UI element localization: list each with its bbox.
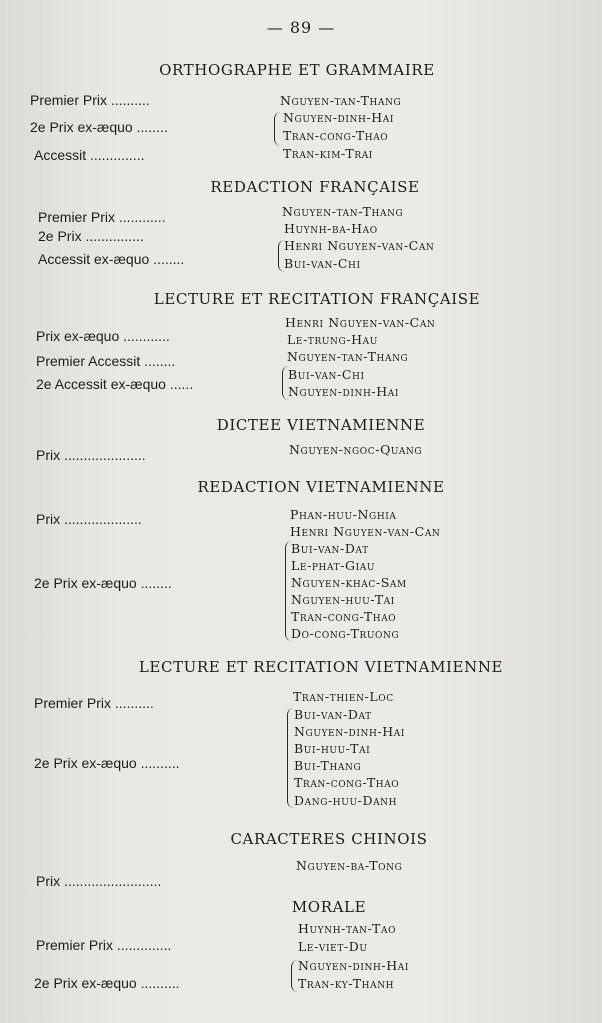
brace-bracket [285, 541, 292, 641]
section-heading-redaction-francaise: REDACTION FRANÇAISE [210, 178, 420, 196]
award-label: 2e Prix ex-æquo ........ [30, 119, 168, 135]
award-label: Premier Accessit ........ [36, 353, 176, 369]
student-name: Le-phat-Giau [291, 558, 376, 573]
student-name: Bui-van-Dat [291, 541, 369, 556]
student-name: Nguyen-dinh-Hai [294, 724, 405, 739]
student-name: Tran-thien-Loc [293, 689, 394, 704]
brace-bracket [291, 960, 298, 992]
section-heading-orthographe: ORTHOGRAPHE ET GRAMMAIRE [159, 61, 435, 79]
student-name: Nguyen-tan-Thang [287, 349, 409, 364]
student-name: Nguyen-tan-Thang [282, 204, 404, 219]
award-label: Premier Prix .......... [30, 92, 150, 108]
brace-bracket [282, 366, 289, 400]
student-name: Nguyen-tan-Thang [280, 93, 402, 108]
student-name: Tran-cong-Thao [294, 775, 400, 790]
student-name: Henri Nguyen-van-Can [290, 524, 441, 539]
student-name: Nguyen-ba-Tong [296, 858, 403, 873]
award-label: 2e Prix ex-æquo .......... [34, 975, 180, 991]
student-name: Henri Nguyen-van-Can [285, 315, 436, 330]
brace-bracket [278, 240, 285, 272]
student-name: Tran-ky-Thanh [298, 976, 395, 991]
student-name: Tran-kim-Trai [283, 146, 373, 161]
section-heading-lecture-vietnamienne: LECTURE ET RECITATION VIETNAMIENNE [138, 658, 504, 676]
award-label: 2e Prix ex-æquo .......... [34, 755, 180, 771]
student-name: Nguyen-dinh-Hai [283, 110, 394, 125]
award-label: Prix ......................... [36, 873, 162, 889]
student-name: Huynh-tan-Tao [298, 921, 397, 936]
brace-bracket [274, 112, 281, 146]
student-name: Bui-Thang [294, 758, 362, 773]
student-name: Bui-van-Chi [284, 256, 361, 271]
award-label: Prix ex-æquo ............ [36, 328, 170, 344]
student-name: Phan-huu-Nghia [290, 507, 397, 522]
student-name: Le-trung-Hau [287, 332, 378, 347]
award-label: 2e Prix ............... [38, 228, 144, 244]
student-name: Dang-huu-Danh [294, 793, 398, 808]
page-number: — 89 — [266, 18, 336, 37]
student-name: Nguyen-khac-Sam [291, 575, 407, 590]
student-name: Nguyen-dinh-Hai [298, 958, 409, 973]
award-label: 2e Accessit ex-æquo ...... [36, 376, 194, 392]
student-name: Huynh-ba-Hao [284, 221, 378, 236]
section-heading-morale: MORALE [291, 898, 367, 916]
student-name: Le-viet-Du [298, 939, 368, 954]
student-name: Nguyen-huu-Tai [291, 592, 395, 607]
student-name: Bui-huu-Tai [294, 741, 371, 756]
award-label: Premier Prix .............. [36, 937, 172, 953]
student-name: Nguyen-dinh-Hai [288, 384, 399, 399]
student-name: Nguyen-ngoc-Quang [289, 442, 423, 457]
student-name: Bui-van-Chi [288, 367, 365, 382]
award-label: Premier Prix .......... [34, 695, 154, 711]
student-name: Bui-van-Dat [294, 707, 372, 722]
award-label: Accessit ex-æquo ........ [38, 251, 185, 267]
section-heading-redaction-vietnamienne: REDACTION VIETNAMIENNE [197, 478, 445, 496]
award-label: Prix .................... [36, 511, 142, 527]
student-name: Do-cong-Truong [291, 626, 400, 641]
award-label: Accessit .............. [34, 147, 145, 163]
award-label: 2e Prix ex-æquo ........ [34, 575, 172, 591]
student-name: Tran-cong-Thao [283, 128, 389, 143]
brace-bracket [287, 708, 294, 808]
student-name: Tran-cong-Thao [291, 609, 397, 624]
section-heading-lecture-francaise: LECTURE ET RECITATION FRANÇAISE [153, 290, 481, 308]
section-heading-dictee: DICTEE VIETNAMIENNE [216, 416, 426, 434]
student-name: Henri Nguyen-van-Can [284, 238, 435, 253]
award-label: Premier Prix ............ [38, 209, 166, 225]
award-label: Prix ..................... [36, 447, 146, 463]
section-heading-caracteres-chinois: CARACTERES CHINOIS [230, 830, 428, 848]
